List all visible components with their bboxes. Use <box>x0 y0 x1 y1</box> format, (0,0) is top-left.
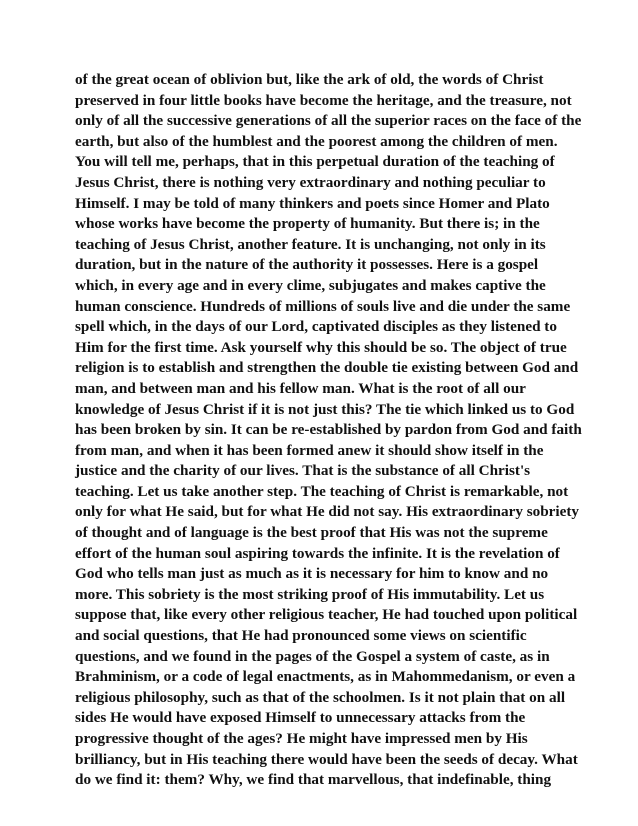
text-line: effort of the human soul aspiring towards the infinite. It is the revelation of <box>75 544 560 562</box>
text-line: justice and the charity of our lives. That is the substance of all Christ's <box>75 462 531 480</box>
text-line: and social questions, that He had pronounced some views on scientific <box>75 627 527 645</box>
text-line: which, in every age and in every clime, subjugates and makes captive the <box>75 276 546 294</box>
text-line: only for what He said, but for what He did not say. His extraordinary sobriety <box>75 503 580 521</box>
text-line: man, and between man and his fellow man. What is the root of all our <box>75 379 526 397</box>
text-line: spell which, in the days of our Lord, captivated disciples as they listened to <box>75 318 557 336</box>
text-line: more. This sobriety is the most striking proof of His immutability. Let us <box>75 585 545 603</box>
text-line: of thought and of language is the best proof that His was not the supreme <box>75 524 548 542</box>
text-line: Him for the first time. Ask yourself why this should be so. The object of true <box>75 338 567 356</box>
text-line: has been broken by sin. It can be re-established by pardon from God and faith <box>75 421 582 439</box>
text-line: suppose that, like every other religious teacher, He had touched upon political <box>75 606 578 624</box>
text-line: brilliancy, but in His teaching there would have been the seeds of decay. What <box>75 750 578 768</box>
text-line: from man, and when it has been formed anew it should show itself in the <box>75 441 544 459</box>
text-line: questions, and we found in the pages of the Gospel a system of caste, as in <box>75 647 550 665</box>
text-line: teaching. Let us take another step. The teaching of Christ is remarkable, not <box>75 482 569 500</box>
text-line: You will tell me, perhaps, that in this perpetual duration of the teaching of <box>75 153 555 171</box>
text-line: Brahminism, or a code of legal enactments, as in Mahommedanism, or even a <box>75 668 576 686</box>
text-line: religious philosophy, such as that of the schoolmen. Is it not plain that on all <box>75 688 566 706</box>
text-line: teaching of Jesus Christ, another feature. It is unchanging, not only in its <box>75 235 546 253</box>
text-line: preserved in four little books have become the heritage, and the treasure, not <box>75 91 572 109</box>
text-line: religion is to establish and strengthen the double tie existing between God and <box>75 359 579 377</box>
text-line: do we find it: them? Why, we find that marvellous, that indefinable, thing <box>75 771 552 789</box>
text-line: whose works have become the property of humanity. But there is; in the <box>75 215 540 233</box>
text-line: Jesus Christ, there is nothing very extraordinary and nothing peculiar to <box>75 173 546 191</box>
text-line: earth, but also of the humblest and the poorest among the children of men. <box>75 132 558 150</box>
body-text <box>75 70 582 791</box>
text-line: duration, but in the nature of the authority it possesses. Here is a gospel <box>75 256 539 274</box>
text-line: Himself. I may be told of many thinkers and poets since Homer and Plato <box>75 194 550 212</box>
text-line: only of all the successive generations of all the superior races on the face of the <box>75 112 582 130</box>
text-line: sides He would have exposed Himself to unnecessary attacks from the <box>75 709 526 727</box>
text-line: knowledge of Jesus Christ if it is not just this? The tie which linked us to God <box>75 400 575 418</box>
text-line: human conscience. Hundreds of millions of souls live and die under the same <box>75 297 571 315</box>
text-line: God who tells man just as much as it is necessary for him to know and no <box>75 565 549 583</box>
text-line: of the great ocean of oblivion but, like the ark of old, the words of Christ <box>75 71 544 88</box>
text-line: progressive thought of the ages? He might have impressed men by His <box>75 730 528 747</box>
